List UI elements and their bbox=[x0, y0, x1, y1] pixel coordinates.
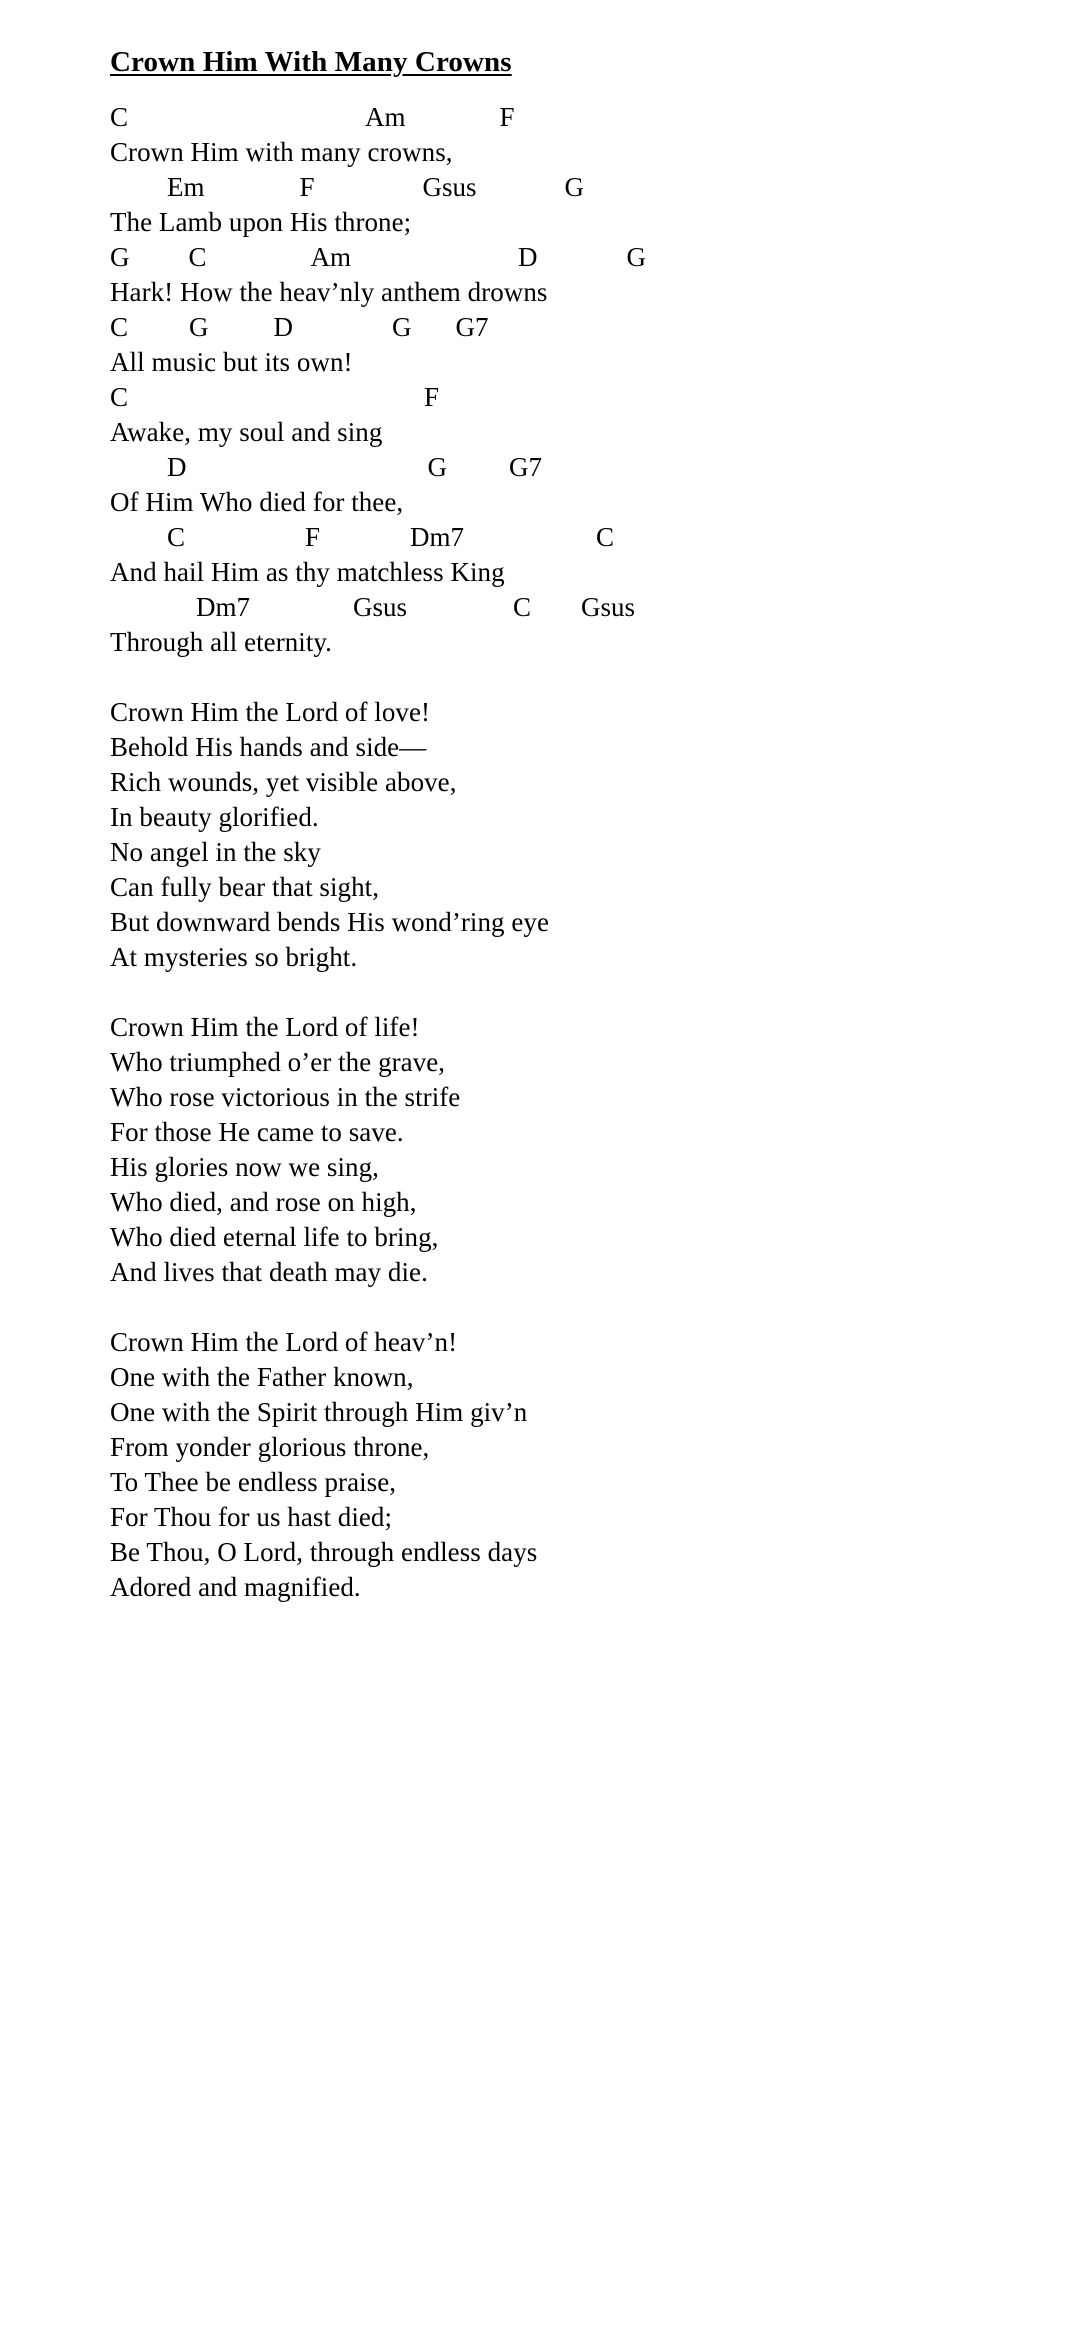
page-title: Crown Him With Many Crowns bbox=[110, 46, 512, 79]
lyric-line: The Lamb upon His throne; bbox=[110, 206, 412, 237]
lyric-line: Be Thou, O Lord, through endless days bbox=[110, 1536, 538, 1567]
lyric-line: One with the Spirit through Him giv’n bbox=[110, 1396, 528, 1427]
verse bbox=[0, 100, 1076, 660]
chord-label: G7 bbox=[509, 451, 542, 482]
chord-label: F bbox=[305, 521, 321, 552]
lyric-line: One with the Father known, bbox=[110, 1361, 414, 1392]
lyric-line: At mysteries so bright. bbox=[110, 941, 358, 972]
lyric-line: His glories now we sing, bbox=[110, 1151, 379, 1182]
chord-label: Em bbox=[167, 171, 205, 202]
lyric-line: Hark! How the heav’nly anthem drowns bbox=[110, 276, 548, 307]
lyric-line: From yonder glorious throne, bbox=[110, 1431, 430, 1462]
chord-label: G7 bbox=[455, 311, 489, 342]
lyric-line: Of Him Who died for thee, bbox=[110, 486, 404, 517]
chord-label: D bbox=[518, 241, 538, 272]
verse bbox=[0, 1325, 1076, 1605]
chord-line bbox=[110, 590, 1076, 625]
lyric-line: Through all eternity. bbox=[110, 626, 332, 657]
chord-label: F bbox=[299, 171, 315, 202]
chord-label: C bbox=[513, 591, 532, 622]
chord-label: G bbox=[564, 171, 585, 202]
lyric-line: Crown Him the Lord of love! bbox=[110, 696, 431, 727]
chord-label: G bbox=[110, 241, 130, 272]
lyric-line: Who died eternal life to bring, bbox=[110, 1221, 439, 1252]
lyric-line: Can fully bear that sight, bbox=[110, 871, 379, 902]
lyric-line: Crown Him the Lord of heav’n! bbox=[110, 1326, 458, 1357]
lyric-line: For Thou for us hast died; bbox=[110, 1501, 393, 1532]
lyric-line: All music but its own! bbox=[110, 346, 353, 377]
verse-list bbox=[0, 100, 1076, 1605]
chord-line bbox=[110, 170, 1076, 205]
lyric-line: Crown Him with many crowns, bbox=[110, 136, 453, 167]
verse bbox=[0, 695, 1076, 975]
lyric-line: Who died, and rose on high, bbox=[110, 1186, 417, 1217]
chord-label: D bbox=[273, 311, 294, 342]
lyric-line: Behold His hands and side— bbox=[110, 731, 427, 762]
chord-label: C bbox=[110, 101, 129, 132]
chord-label: C bbox=[596, 521, 615, 552]
chord-label: C bbox=[110, 381, 129, 412]
lyric-line: For those He came to save. bbox=[110, 1116, 404, 1147]
lyric-line: Who rose victorious in the strife bbox=[110, 1081, 461, 1112]
lyric-line: Rich wounds, yet visible above, bbox=[110, 766, 457, 797]
chord-label: D bbox=[167, 451, 187, 482]
chord-label: Gsus bbox=[581, 591, 636, 622]
title-row bbox=[0, 26, 1076, 100]
chord-label: G bbox=[427, 451, 447, 482]
chord-label: Dm7 bbox=[196, 591, 250, 622]
chord-label: G bbox=[392, 311, 412, 342]
chord-line bbox=[110, 310, 1076, 345]
chord-label: G bbox=[189, 311, 209, 342]
lyric-line: To Thee be endless praise, bbox=[110, 1466, 397, 1497]
chord-label: Gsus bbox=[422, 171, 477, 202]
chord-label: Dm7 bbox=[410, 521, 465, 552]
lyric-line: And hail Him as thy matchless King bbox=[110, 556, 505, 587]
chord-line bbox=[110, 520, 1076, 555]
chord-line bbox=[110, 100, 1076, 135]
chord-line bbox=[110, 240, 1076, 275]
lyric-line: And lives that death may die. bbox=[110, 1256, 428, 1287]
chord-label: F bbox=[424, 381, 440, 412]
chord-line bbox=[110, 450, 1076, 485]
chord-label: G bbox=[626, 241, 647, 272]
chord-label: Gsus bbox=[353, 591, 408, 622]
chord-label: C bbox=[167, 521, 186, 552]
lyric-line: Who triumphed o’er the grave, bbox=[110, 1046, 446, 1077]
chord-label: C bbox=[110, 311, 129, 342]
chord-label: C bbox=[188, 241, 207, 272]
chord-label: Am bbox=[365, 101, 406, 132]
chord-line bbox=[110, 380, 1076, 415]
verse bbox=[0, 1010, 1076, 1290]
lyric-line: No angel in the sky bbox=[110, 836, 321, 867]
lyric-line: Awake, my soul and sing bbox=[110, 416, 383, 447]
chord-label: F bbox=[499, 101, 515, 132]
lyric-line: In beauty glorified. bbox=[110, 801, 319, 832]
chord-label: Am bbox=[310, 241, 352, 272]
lyric-line: But downward bends His wond’ring eye bbox=[110, 906, 549, 937]
lyric-line: Crown Him the Lord of life! bbox=[110, 1011, 420, 1042]
lyric-line: Adored and magnified. bbox=[110, 1571, 361, 1602]
